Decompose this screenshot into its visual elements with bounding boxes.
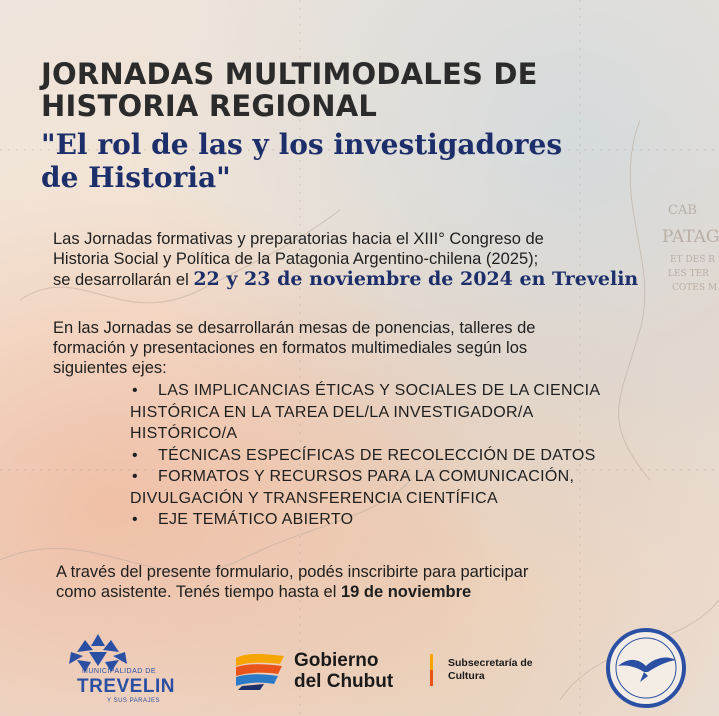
axis-text: TÉCNICAS ESPECÍFICAS DE RECOLECCIÓN DE DATOS (158, 446, 596, 464)
title-line: HISTORIA REGIONAL (41, 89, 378, 123)
cultura-logo (430, 652, 570, 692)
chubut-line: Gobierno (294, 650, 379, 671)
map-label: LES TER (668, 269, 709, 279)
axis-text: EJE TEMÁTICO ABIERTO (158, 511, 354, 528)
bullet: • (132, 446, 138, 464)
intro-line: Historia Social y Política de la Patagonia Argentino-chilena (2025); (53, 250, 539, 268)
map-label: CAB (668, 203, 697, 218)
subtitle-line: de Historia" (41, 161, 231, 194)
event-date: 22 y 23 de noviembre de 2024 en Trevelin (193, 268, 639, 290)
map-label: COTES M (672, 283, 718, 293)
chubut-flag-icon (234, 652, 286, 692)
chubut-line: del Chubut (294, 671, 394, 692)
chubut-logo (234, 650, 414, 696)
deadline: 19 de noviembre (340, 583, 472, 601)
map-label: ET DES R (670, 255, 716, 265)
registration-line: A través del presente formulario, podés inscribirte para participar (56, 563, 529, 581)
axis-text: HISTÓRICA EN LA TAREA DEL/LA INVESTIGADOR/A (130, 403, 534, 421)
trevelin-sub-label: Y SUS PARAJES (107, 698, 160, 704)
cultura-accent-bar (430, 654, 433, 686)
list-item (130, 380, 670, 445)
cultura-text (448, 657, 533, 682)
jornadas-line: En las Jornadas se desarrollarán mesas de ponencias, talleres de (53, 319, 536, 337)
jornadas-paragraph (53, 318, 673, 378)
subtitle-line: "El rol de las y los investigadores (41, 128, 563, 161)
trevelin-logo (55, 632, 175, 712)
title-line: JORNADAS MULTIMODALES DE (41, 57, 538, 91)
cultura-line: Subsecretaría de (448, 657, 533, 669)
axis-text: DIVULGACIÓN Y TRANSFERENCIA CIENTÍFICA (130, 489, 498, 507)
intro-line: Las Jornadas formativas y preparatorias hacia el XIII° Congreso de (53, 230, 544, 248)
registration-line: como asistente. Tenés tiempo hasta el (56, 583, 341, 601)
page-title (41, 58, 538, 122)
bullet: • (132, 382, 138, 399)
axes-list (130, 380, 670, 531)
logo-bar (0, 626, 719, 716)
albatross-seal-icon (604, 626, 688, 710)
list-item (130, 509, 670, 531)
cultura-line: Cultura (448, 669, 485, 682)
trevelin-name: TREVELIN (77, 676, 175, 697)
bullet: • (132, 511, 138, 528)
subtitle (41, 128, 562, 194)
intro-paragraph (53, 229, 673, 290)
trevelin-muni-label: MUNICIPALIDAD DE (82, 668, 156, 675)
axis-text: LAS IMPLICANCIAS ÉTICAS Y SOCIALES DE LA CIENCIA (158, 382, 601, 399)
axis-text: FORMATOS Y RECURSOS PARA LA COMUNICACIÓN, (158, 468, 575, 485)
jornadas-line: formación y presentaciones en formatos multimediales según los (53, 339, 528, 357)
axis-text: HISTÓRICO/A (130, 425, 238, 442)
jornadas-line: siguientes ejes: (53, 359, 167, 377)
registration-paragraph (56, 562, 666, 602)
intro-line: se desarrollarán el (53, 271, 194, 289)
bullet: • (132, 468, 138, 485)
chubut-text (294, 650, 393, 692)
list-item (130, 445, 670, 467)
map-label: PATAG (662, 227, 719, 247)
list-item (130, 466, 670, 509)
